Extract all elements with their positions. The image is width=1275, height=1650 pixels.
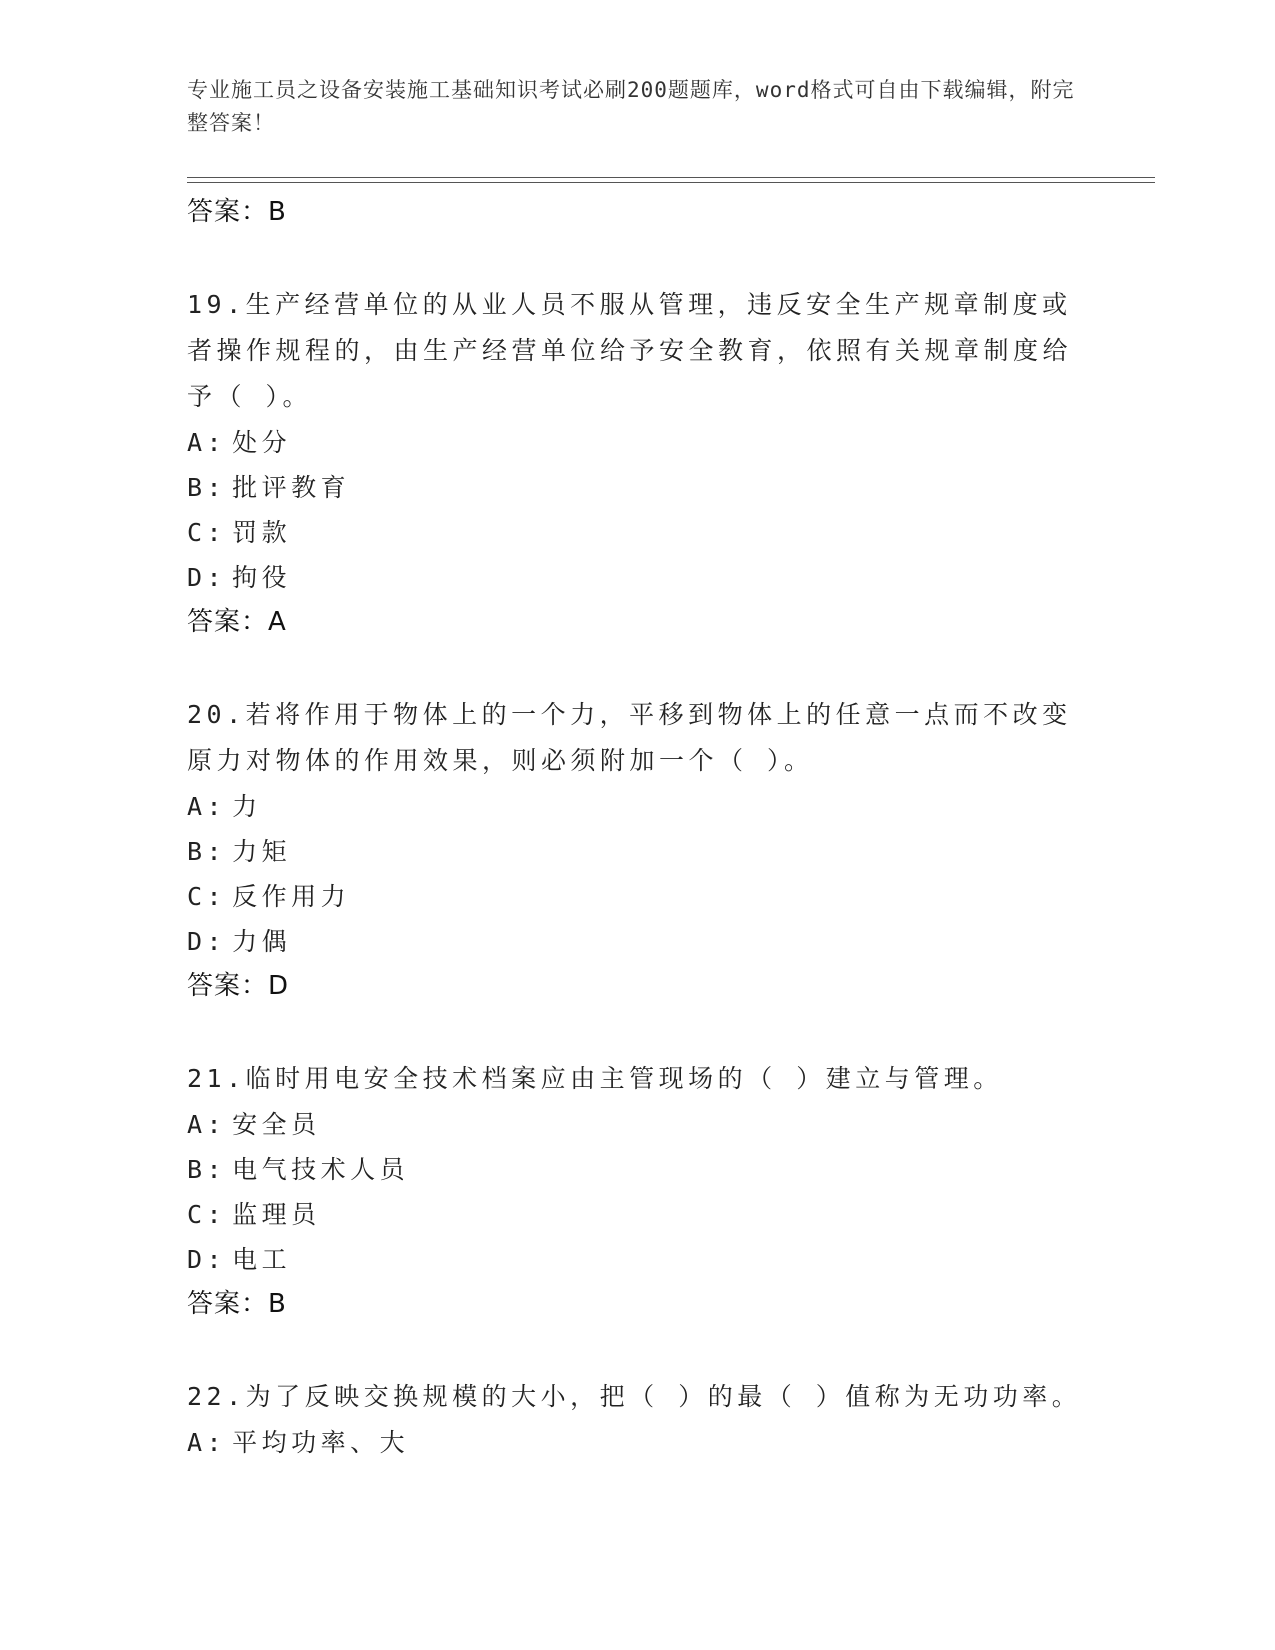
option-b (187, 465, 1087, 510)
question-text: 22.为了反映交换规模的大小，把（ ）的最（ ）值称为无功功率。 (187, 1382, 1082, 1411)
question-text: 19.生产经营单位的从业人员不服从管理，违反安全生产规章制度或者操作规程的，由生产经营单位给予安全教育，依照有关规章制度给予（ ）。 (187, 290, 1073, 411)
option-label: A: (187, 1428, 227, 1457)
header-divider (187, 177, 1155, 183)
option-text: 批评教育 (232, 473, 351, 502)
question-text: 21.临时用电安全技术档案应由主管现场的（ ）建立与管理。 (187, 1064, 1003, 1093)
option-text: 平均功率、大 (232, 1428, 410, 1457)
question-list (187, 190, 1087, 1513)
option-label: D: (187, 1245, 227, 1274)
option-text: 电气技术人员 (232, 1155, 410, 1184)
option-label: A: (187, 792, 227, 821)
option-label: A: (187, 428, 227, 457)
option-text: 拘役 (232, 563, 292, 592)
option-label: A: (187, 1110, 227, 1139)
answer-line: 答案：A (187, 607, 287, 637)
option-a (187, 1102, 1087, 1147)
option-label: D: (187, 927, 227, 956)
option-text: 力偶 (232, 927, 292, 956)
option-label: B: (187, 1155, 227, 1184)
option-b (187, 1147, 1087, 1192)
answer-line: 答案：B (187, 197, 287, 227)
option-text: 力矩 (232, 837, 292, 866)
option-text: 监理员 (232, 1200, 321, 1229)
option-label: C: (187, 1200, 227, 1229)
option-d (187, 1237, 1087, 1282)
question-item (187, 1056, 1087, 1326)
option-a (187, 784, 1087, 829)
option-label: B: (187, 837, 227, 866)
option-label: C: (187, 518, 227, 547)
option-text: 反作用力 (232, 882, 351, 911)
option-text: 处分 (232, 428, 292, 457)
option-text: 电工 (232, 1245, 292, 1274)
page-header (187, 74, 1087, 140)
option-c (187, 874, 1087, 919)
option-d (187, 919, 1087, 964)
question-text: 20.若将作用于物体上的一个力，平移到物体上的任意一点而不改变原力对物体的作用效果，则必须附加一个（ ）。 (187, 700, 1072, 775)
answer-line: 答案：B (187, 1289, 287, 1319)
option-label: D: (187, 563, 227, 592)
option-a (187, 1420, 1087, 1465)
option-c (187, 1192, 1087, 1237)
question-item (187, 692, 1087, 1008)
option-d (187, 555, 1087, 600)
option-label: C: (187, 882, 227, 911)
option-b (187, 829, 1087, 874)
option-text: 罚款 (232, 518, 292, 547)
option-a (187, 420, 1087, 465)
option-text: 力 (232, 792, 262, 821)
document-title: 专业施工员之设备安装施工基础知识考试必刷200题题库，word格式可自由下载编辑，附完整答案！ (187, 78, 1075, 135)
question-item (187, 1374, 1087, 1465)
option-c (187, 510, 1087, 555)
answer-line: 答案：D (187, 971, 290, 1001)
question-item (187, 282, 1087, 644)
option-text: 安全员 (232, 1110, 321, 1139)
option-label: B: (187, 473, 227, 502)
